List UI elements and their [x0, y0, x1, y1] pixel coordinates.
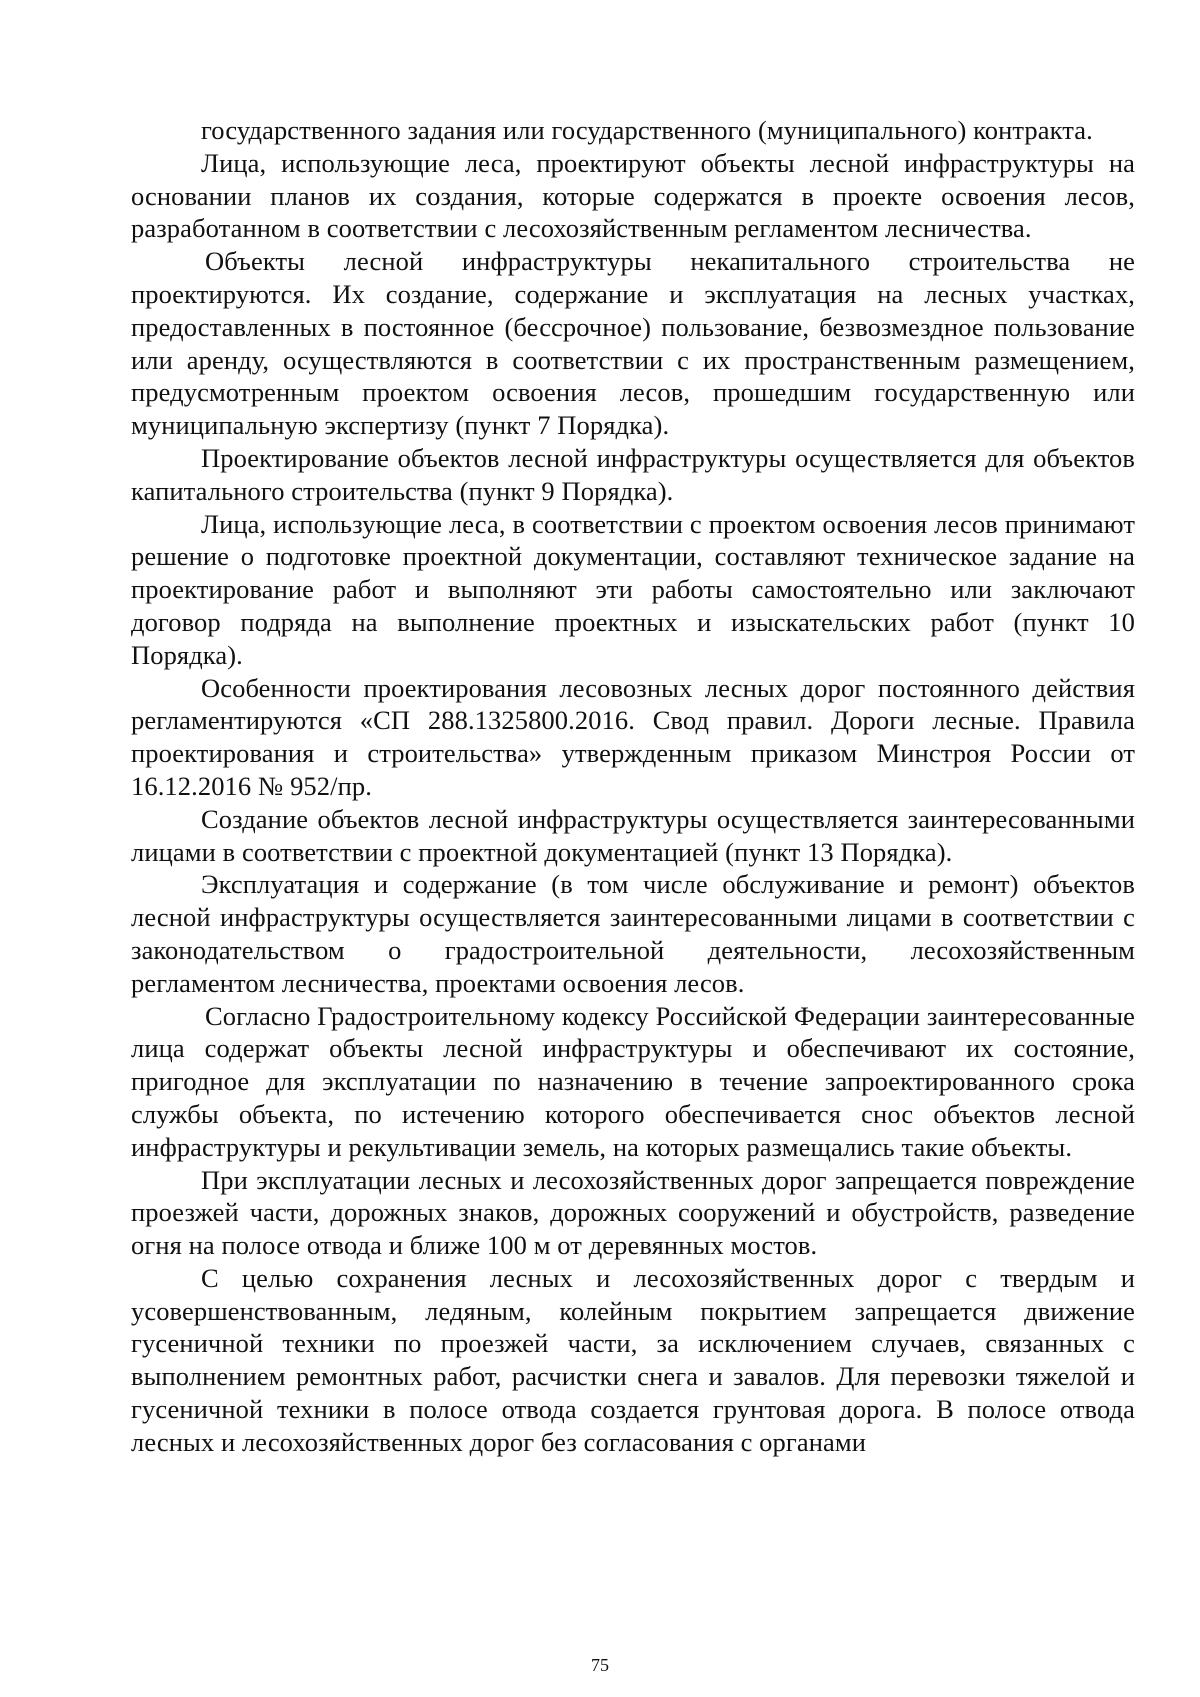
page-body [131, 114, 1135, 1459]
paragraph-design-basis: Лица, использующие леса, проектируют объекты лесной инфраструктуры на основании планов их создания, которые содержатся в проекте освоения лесов, разработанном в соответствии с лесохозяйственным регламентом лесничества. [131, 147, 1135, 244]
paragraph-operation-maintenance: Эксплуатация и содержание (в том числе обслуживание и ремонт) объектов лесной инфраструктуры осуществляется заинтересованными лицами в соответствии с законодательством о градостроительной деятельности, лесохозяйственным регламентом лесничества, проектами освоения лесов. [131, 869, 1135, 998]
paragraph-project-documentation: Лица, использующие леса, в соответствии с проектом освоения лесов принимают решение о подготовке проектной документации, составляют техническое задание на проектирование работ и выполняют эти работы самостоятельно или заключают договор подряда на выполнение проектных и изыскательских работ (пункт 10 Порядка). [131, 508, 1135, 670]
paragraph-contract-continuation: государственного задания или государственного (муниципального) контракта. [201, 115, 1093, 145]
paragraph-creation: Создание объектов лесной инфраструктуры осуществляется заинтересованными лицами в соответствии с проектной документацией (пункт 13 Порядка). [131, 803, 1135, 867]
paragraph-non-capital-objects: Объекты лесной инфраструктуры некапитального строительства не проектируются. Их создание, содержание и эксплуатация на лесных участках, предоставленных в постоянное (бессрочное) пользование, безвозмездное пользование или аренду, осуществляются в соответствии с их пространственным размещением, предусмотренным проектом освоения лесов, прошедшим государственную или муниципальную экспертизу (пункт 7 Порядка). [131, 246, 1135, 441]
paragraph-road-design-rules: Особенности проектирования лесовозных лесных дорог постоянного действия регламентируются «СП 288.1325800.2016. Свод правил. Дороги лесные. Правила проектирования и строительства» утвержденным приказом Минстроя России от 16.12.2016 № 952/пр. [131, 672, 1135, 801]
paragraph-town-planning-code: Согласно Градостроительному кодексу Российской Федерации заинтересованные лица содержат объекты лесной инфраструктуры и обеспечивают их состояние, пригодное для эксплуатации по назначению в течение запроектированного срока службы объекта, по истечению которого обеспечивается снос объектов лесной инфраструктуры и рекультивации земель, на которых размещались такие объекты. [131, 1000, 1135, 1162]
page-number: 75 [591, 1655, 609, 1675]
paragraph-tracked-vehicles: С целью сохранения лесных и лесохозяйственных дорог с твердым и усовершенствованным, ледяным, колейным покрытием запрещается движение гусеничной техники по проезжей части, за исключением случаев, связанных с выполнением ремонтных работ, расчистки снега и завалов. Для перевозки тяжелой и гусеничной техники в полосе отвода создается грунтовая дорога. В полосе отвода лесных и лесохозяйственных дорог без согласования с органами [131, 1262, 1135, 1457]
paragraph-road-prohibitions: При эксплуатации лесных и лесохозяйственных дорог запрещается повреждение проезжей части, дорожных знаков, дорожных сооружений и обустройств, разведение огня на полосе отвода и ближе 100 м от деревянных мостов. [131, 1164, 1135, 1261]
paragraph-capital-design: Проектирование объектов лесной инфраструктуры осуществляется для объектов капитального строительства (пункт 9 Порядка). [131, 442, 1135, 506]
